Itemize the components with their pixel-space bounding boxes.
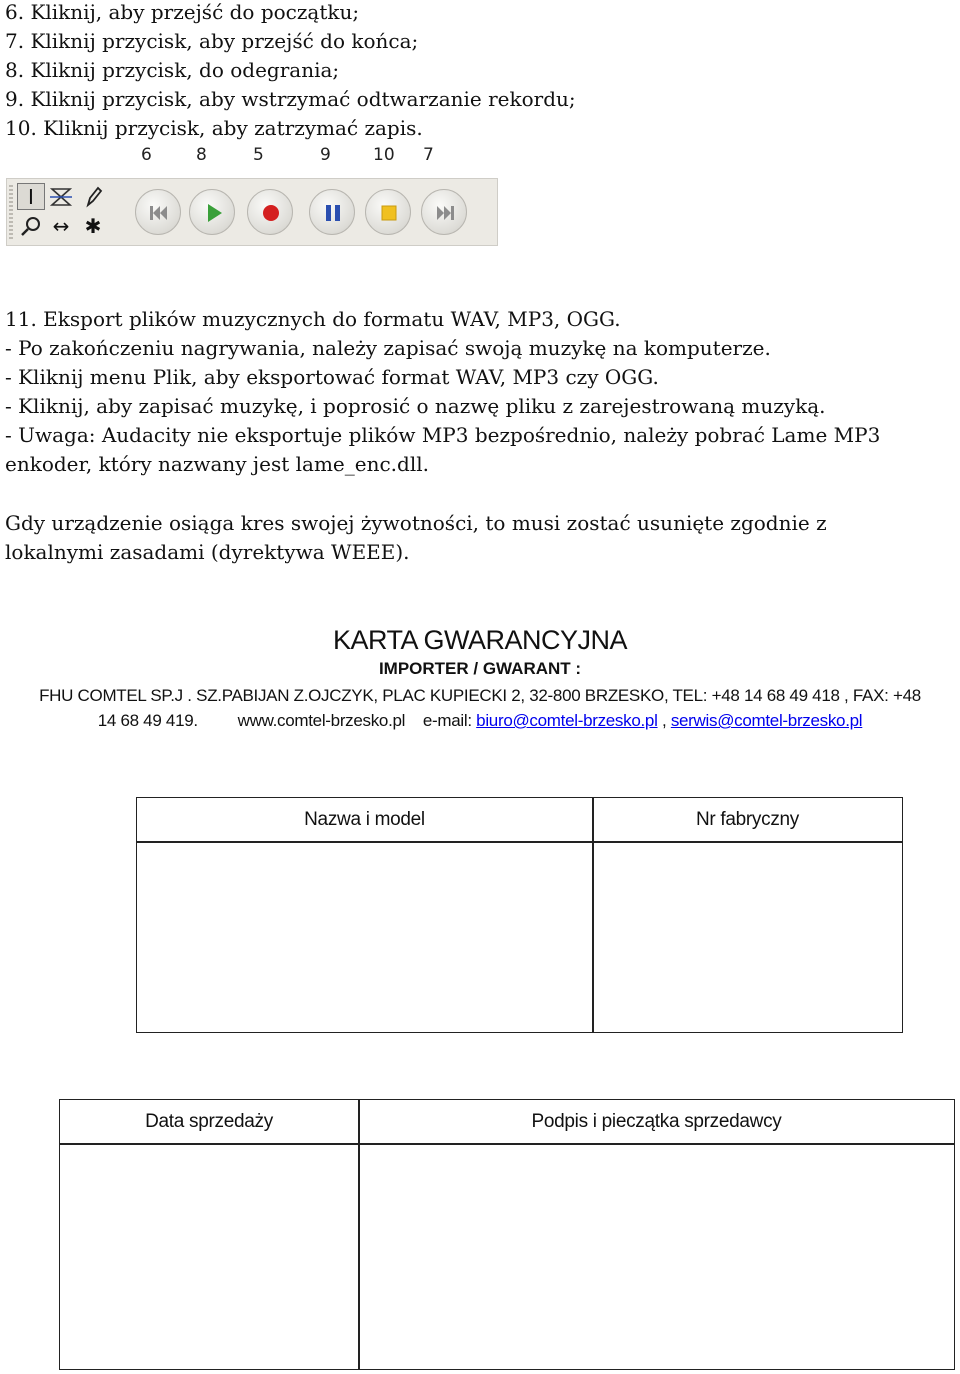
record-button[interactable] (247, 189, 293, 235)
callout-number: 9 (320, 145, 331, 165)
product-table (136, 797, 903, 1033)
record-icon (248, 190, 294, 236)
play-icon (190, 190, 236, 236)
table-divider (592, 798, 594, 1032)
toolbar-callout-numbers (0, 145, 500, 171)
export-line: - Kliknij, aby zapisać muzykę, i poprosić o nazwę pliku z zarejestrowaną muzyką. (5, 394, 826, 418)
export-line: enkoder, który nazwany jest lame_enc.dll. (5, 452, 429, 476)
zoom-tool-icon (17, 213, 45, 240)
envelope-tool-icon (47, 183, 75, 210)
weee-line: Gdy urządzenie osiąga kres swojej żywotności, to musi zostać usunięte zgodnie z (5, 511, 827, 535)
instruction-item: 10. Kliknij przycisk, aby zatrzymać zapis. (5, 116, 423, 140)
export-heading: 11. Eksport plików muzycznych do formatu WAV, MP3, OGG. (5, 307, 621, 331)
callout-number: 6 (141, 145, 152, 165)
importer-label: IMPORTER / GWARANT : (378, 659, 582, 678)
toolbar-grip (9, 185, 13, 241)
timeshift-tool-icon: ↔ (52, 214, 70, 238)
instruction-item: 7. Kliknij przycisk, aby przejść do końca; (5, 29, 419, 53)
table-divider (60, 1143, 954, 1145)
table-divider (358, 1100, 360, 1369)
export-line: - Uwaga: Audacity nie eksportuje plików MP3 bezpośrednio, należy pobrać Lame MP3 (5, 423, 881, 447)
instruction-item: 9. Kliknij przycisk, aby wstrzymać odtwarzanie rekordu; (5, 87, 576, 111)
email-link-biuro[interactable]: biuro@comtel-brzesko.pl (476, 711, 658, 730)
address-line: FHU COMTEL SP.J . SZ.PABIJAN Z.OJCZYK, PLAC KUPIECKI 2, 32-800 BRZESKO, TEL: +48 14 68 49 418 , FAX: +48 (39, 686, 921, 705)
skip-to-end-icon (422, 190, 468, 236)
selection-tool-icon: I (17, 183, 45, 210)
pause-icon (310, 190, 356, 236)
email-separator: , (657, 711, 671, 730)
contact-text: 14 68 49 419. www.comtel-brzesko.pl e-mail: (97, 711, 477, 730)
weee-line: lokalnymi zasadami (dyrektywa WEEE). (5, 540, 410, 564)
table-header-model: Nazwa i model (304, 809, 425, 830)
pause-button[interactable] (309, 189, 355, 235)
table-header-sale-date: Data sprzedaży (145, 1111, 273, 1132)
skip-to-end-button[interactable] (421, 189, 467, 235)
skip-to-start-button[interactable] (135, 189, 181, 235)
draw-tool-icon (79, 183, 107, 210)
stop-button[interactable] (365, 189, 411, 235)
table-header-serial: Nr fabryczny (695, 809, 800, 830)
multi-tool-icon: ✱ (84, 214, 102, 238)
instruction-item: 6. Kliknij, aby przejść do początku; (5, 0, 360, 24)
table-header-seller-signature: Podpis i pieczątka sprzedawcy (531, 1111, 782, 1132)
callout-number: 7 (423, 145, 434, 165)
audacity-toolbar-image (6, 178, 498, 246)
sale-table (59, 1099, 955, 1370)
callout-number: 10 (373, 145, 395, 165)
address-line-2 (10, 708, 950, 733)
email-link-serwis[interactable]: serwis@comtel-brzesko.pl (670, 711, 863, 730)
table-divider (137, 841, 902, 843)
export-line: - Kliknij menu Plik, aby eksportować format WAV, MP3 czy OGG. (5, 365, 659, 389)
instruction-item: 8. Kliknij przycisk, do odegrania; (5, 58, 340, 82)
tool-palette (15, 183, 123, 241)
play-button[interactable] (189, 189, 235, 235)
skip-to-start-icon (136, 190, 182, 236)
export-line: - Po zakończeniu nagrywania, należy zapisać swoją muzykę na komputerze. (5, 336, 771, 360)
callout-number: 5 (253, 145, 264, 165)
importer-address (10, 683, 950, 733)
callout-number: 8 (196, 145, 207, 165)
stop-icon (366, 190, 412, 236)
warranty-title: KARTA GWARANCYJNA (332, 625, 628, 655)
